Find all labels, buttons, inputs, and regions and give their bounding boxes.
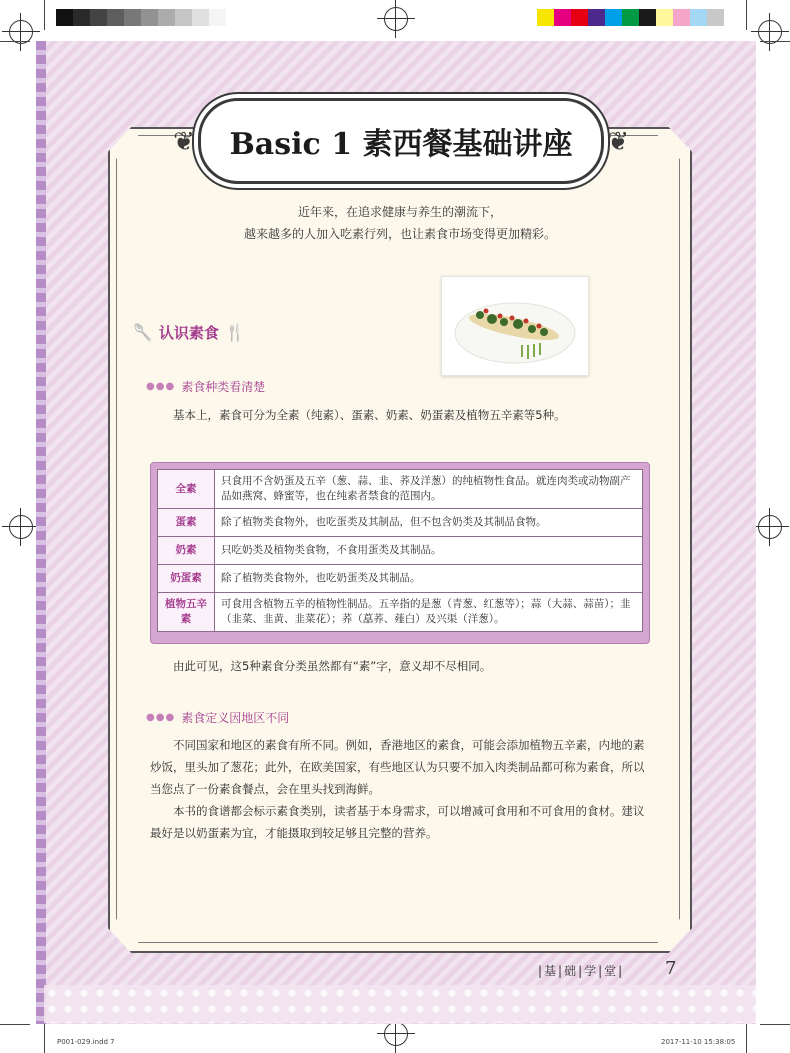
table-desc: 只吃奶类及植物类食物，不食用蛋类及其制品。: [215, 537, 643, 565]
color-registration-bar: [537, 9, 724, 26]
trim-line: [0, 1024, 30, 1025]
color-patch: [656, 9, 673, 26]
print-slug-date: 2017-11-10 15:38:05: [661, 1038, 736, 1046]
color-patch: [605, 9, 622, 26]
subheading: [146, 378, 265, 395]
page-number: 7: [665, 958, 677, 979]
color-patch: [571, 9, 588, 26]
trim-line: [760, 1024, 790, 1025]
bottom-lace-border: [44, 985, 756, 1023]
dots-icon: ●●●: [146, 381, 176, 392]
leaf-decoration-icon: 🥄: [133, 323, 153, 342]
color-patch: [622, 9, 639, 26]
table-key: 蛋素: [158, 509, 215, 537]
trim-line: [760, 41, 790, 42]
grey-patch: [192, 9, 209, 26]
food-plate-illustration: [442, 277, 588, 375]
color-patch: [554, 9, 571, 26]
color-patch: [639, 9, 656, 26]
grey-registration-bar: [56, 9, 226, 26]
table-row: [158, 565, 643, 593]
crop-mark-top-center: [384, 7, 408, 31]
paragraph: 基本上，素食可分为全素（纯素）、蛋素、奶素、奶蛋素及植物五辛素等5种。: [173, 408, 566, 422]
color-patch: [707, 9, 724, 26]
grey-patch: [73, 9, 90, 26]
grey-patch: [141, 9, 158, 26]
intro-text: [230, 201, 570, 245]
intro-line: 近年来，在追求健康与养生的潮流下，: [297, 205, 502, 219]
crop-mark-left-middle: [9, 515, 33, 539]
table-row: [158, 470, 643, 509]
color-patch: [537, 9, 554, 26]
grey-patch: [107, 9, 124, 26]
vegetarian-types-table-frame: [150, 462, 650, 644]
swirl-ornament-icon: ❦: [607, 127, 629, 157]
table-key: 奶蛋素: [158, 565, 215, 593]
table-desc: 除了植物类食物外，也吃奶蛋类及其制品。: [215, 565, 643, 593]
trim-line: [44, 0, 45, 30]
paragraph: 不同国家和地区的素食有所不同。例如，香港地区的素食，可能会添加植物五辛素，内地的素炒饭，里头加了葱花；此外，在欧美国家，有些地区认为只要不加入肉类制品都可称为素食，所以当您点了一份素食餐点，会在里头找到海鲜。: [150, 738, 645, 796]
subheading-label: 素食种类看清楚: [181, 380, 266, 394]
paragraph: 由此可见，这5种素食分类虽然都有“素”字，意义却不尽相同。: [173, 659, 492, 673]
section-heading-label: 认识素食: [158, 324, 219, 342]
table-key: 奶素: [158, 537, 215, 565]
trim-line: [746, 1024, 747, 1053]
grey-patch: [175, 9, 192, 26]
section-heading: [133, 322, 245, 343]
left-decorative-strip: [36, 41, 46, 1024]
grey-patch: [158, 9, 175, 26]
grey-patch: [124, 9, 141, 26]
color-patch: [690, 9, 707, 26]
table-desc: 只食用不含奶蛋及五辛（葱、蒜、韭、荞及洋葱）的纯植物性食品。就连肉类或动物副产品如燕窝、蜂蜜等，也在纯素者禁食的范围内。: [215, 470, 643, 509]
swirl-ornament-icon: ❦: [173, 127, 195, 157]
print-slug-file: P001-029.indd 7: [57, 1038, 115, 1046]
trim-line: [746, 0, 747, 30]
paragraph: 本书的食谱都会标示素食类别，读者基于本身需求，可以增减可食用和不可食用的食材。建议最好是以奶蛋素为宜，才能摄取到较足够且完整的营养。: [150, 804, 645, 840]
color-patch: [673, 9, 690, 26]
subheading: [146, 709, 289, 726]
grey-patch: [56, 9, 73, 26]
footer-category: |基|础|学|堂|: [538, 964, 625, 978]
intro-line: 越来越多的人加入吃素行列，也让素食市场变得更加精彩。: [243, 227, 556, 241]
color-patch: [588, 9, 605, 26]
table-key: 全素: [158, 470, 215, 509]
grey-patch: [90, 9, 107, 26]
table-row: [158, 537, 643, 565]
subheading-label: 素食定义因地区不同: [181, 711, 290, 725]
table-key: 植物五辛素: [158, 593, 215, 632]
crop-mark-bottom-center: [384, 1022, 408, 1046]
fork-decoration-icon: 🍴: [224, 323, 245, 342]
page-title: Basic 1 素西餐基础讲座: [229, 127, 573, 162]
table-desc: 可食用含植物五辛的植物性制品。五辛指的是葱（青葱、红葱等）；蒜（大蒜、蒜苗）；韭（韭菜、韭黄、韭菜花）；荞（藠荞、薤白）及兴渠（洋葱）。: [215, 593, 643, 632]
title-frame: [173, 98, 629, 184]
table-row: [158, 593, 643, 632]
trim-line: [44, 1024, 45, 1053]
dots-icon: ●●●: [146, 712, 176, 723]
vegetarian-types-table: [157, 469, 643, 632]
table-row: [158, 509, 643, 537]
trim-line: [0, 41, 30, 42]
table-desc: 除了植物类食物外，也吃蛋类及其制品，但不包含奶类及其制品食物。: [215, 509, 643, 537]
food-photo: [441, 276, 589, 376]
crop-mark-right-middle: [758, 515, 782, 539]
grey-patch: [209, 9, 226, 26]
